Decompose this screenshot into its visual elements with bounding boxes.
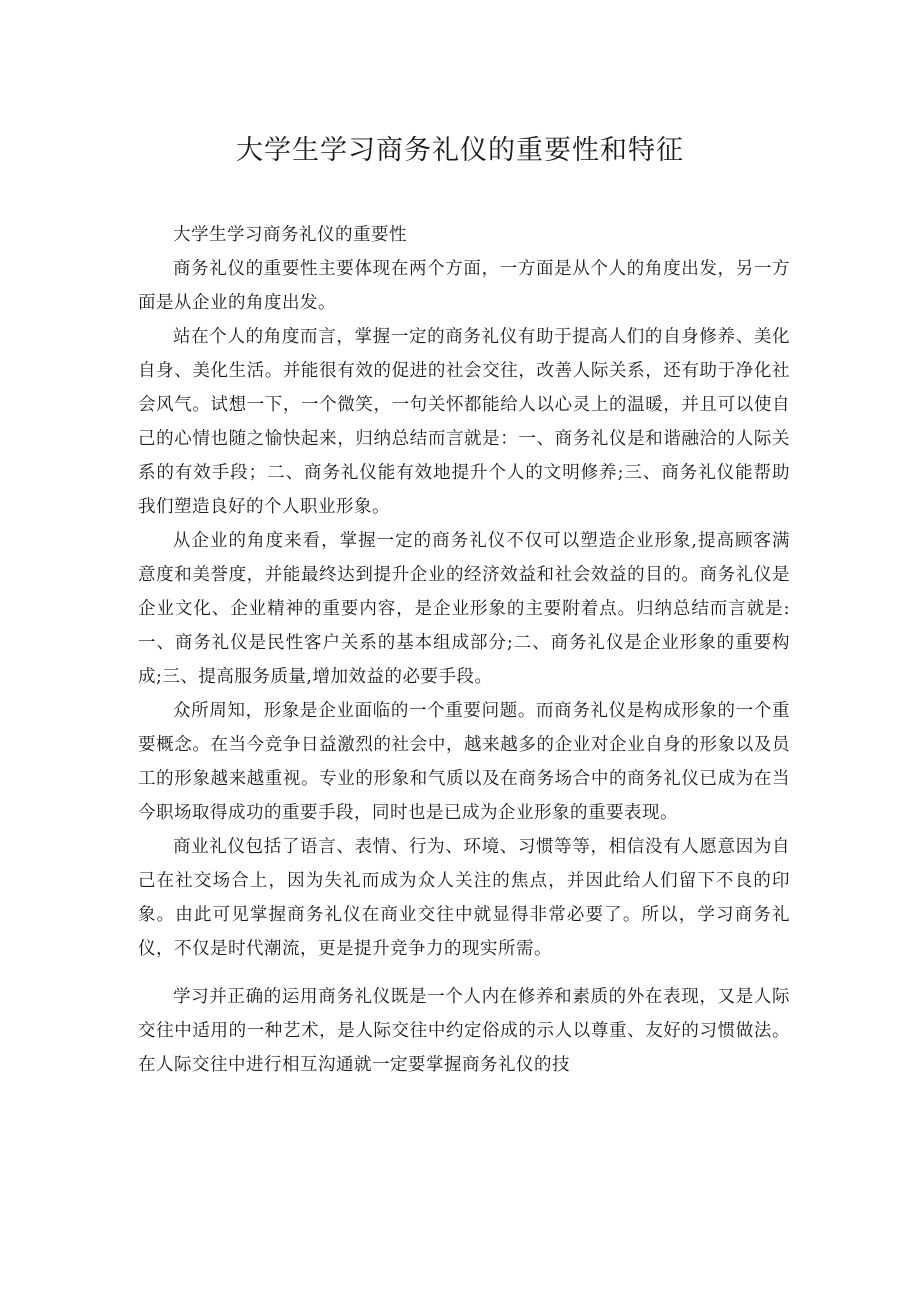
paragraph-image: 众所周知，形象是企业面临的一个重要问题。而商务礼仪是构成形象的一个重要概念。在当今竞争日益激烈的社会中，越来越多的企业对企业自身的形象以及员工的形象越来越重视。专业的形象和气质以及在商务场合中的商务礼仪已成为在当今职场取得成功的重要手段，同时也是已成为企业形象的重要表现。 — [138, 701, 790, 823]
document-body — [138, 218, 790, 1082]
paragraph-scope: 商业礼仪包括了语言、表情、行为、环境、习惯等等，相信没有人愿意因为自己在社交场合上，因为失礼而成为众人关注的焦点，并因此给人们留下不良的印象。由此可见掌握商务礼仪在商业交往中就显得非常必要了。所以，学习商务礼仪，不仅是时代潮流，更是提升竞争力的现实所需。 — [138, 837, 790, 959]
paragraph-enterprise: 从企业的角度来看，掌握一定的商务礼仪不仅可以塑造企业形象,提高顾客满意度和美誉度，并能最终达到提升企业的经济效益和社会效益的目的。商务礼仪是企业文化、企业精神的重要内容，是企业形象的主要附着点。归纳总结而言就是:一、商务礼仪是民性客户关系的基本组成部分;二、商务礼仪是企业形象的重要构成;三、提高服务质量,增加效益的必要手段。 — [138, 531, 790, 687]
paragraph-personal: 站在个人的角度而言，掌握一定的商务礼仪有助于提高人们的自身修养、美化自身、美化生活。并能很有效的促进的社会交往，改善人际关系，还有助于净化社会风气。试想一下，一个微笑，一句关怀都能给人以心灵上的温暖，并且可以使自己的心情也随之愉快起来，归纳总结而言就是：一、商务礼仪是和谐融洽的人际关系的有效手段；二、商务礼仪能有效地提升个人的文明修养;三、商务礼仪能帮助我们塑造良好的个人职业形象。 — [138, 327, 790, 517]
section-heading: 大学生学习商务礼仪的重要性 — [173, 225, 407, 245]
document-title: 大学生学习商务礼仪的重要性和特征 — [236, 135, 684, 166]
paragraph-application: 学习并正确的运用商务礼仪既是一个人内在修养和素质的外在表现，又是人际交往中适用的一种艺术，是人际交往中约定俗成的示人以尊重、友好的习惯做法。在人际交往中进行相互沟通就一定要掌握商务礼仪的技 — [138, 987, 790, 1075]
paragraph-overview: 商务礼仪的重要性主要体现在两个方面，一方面是从个人的角度出发，另一方面是从企业的角度出发。 — [138, 259, 790, 313]
